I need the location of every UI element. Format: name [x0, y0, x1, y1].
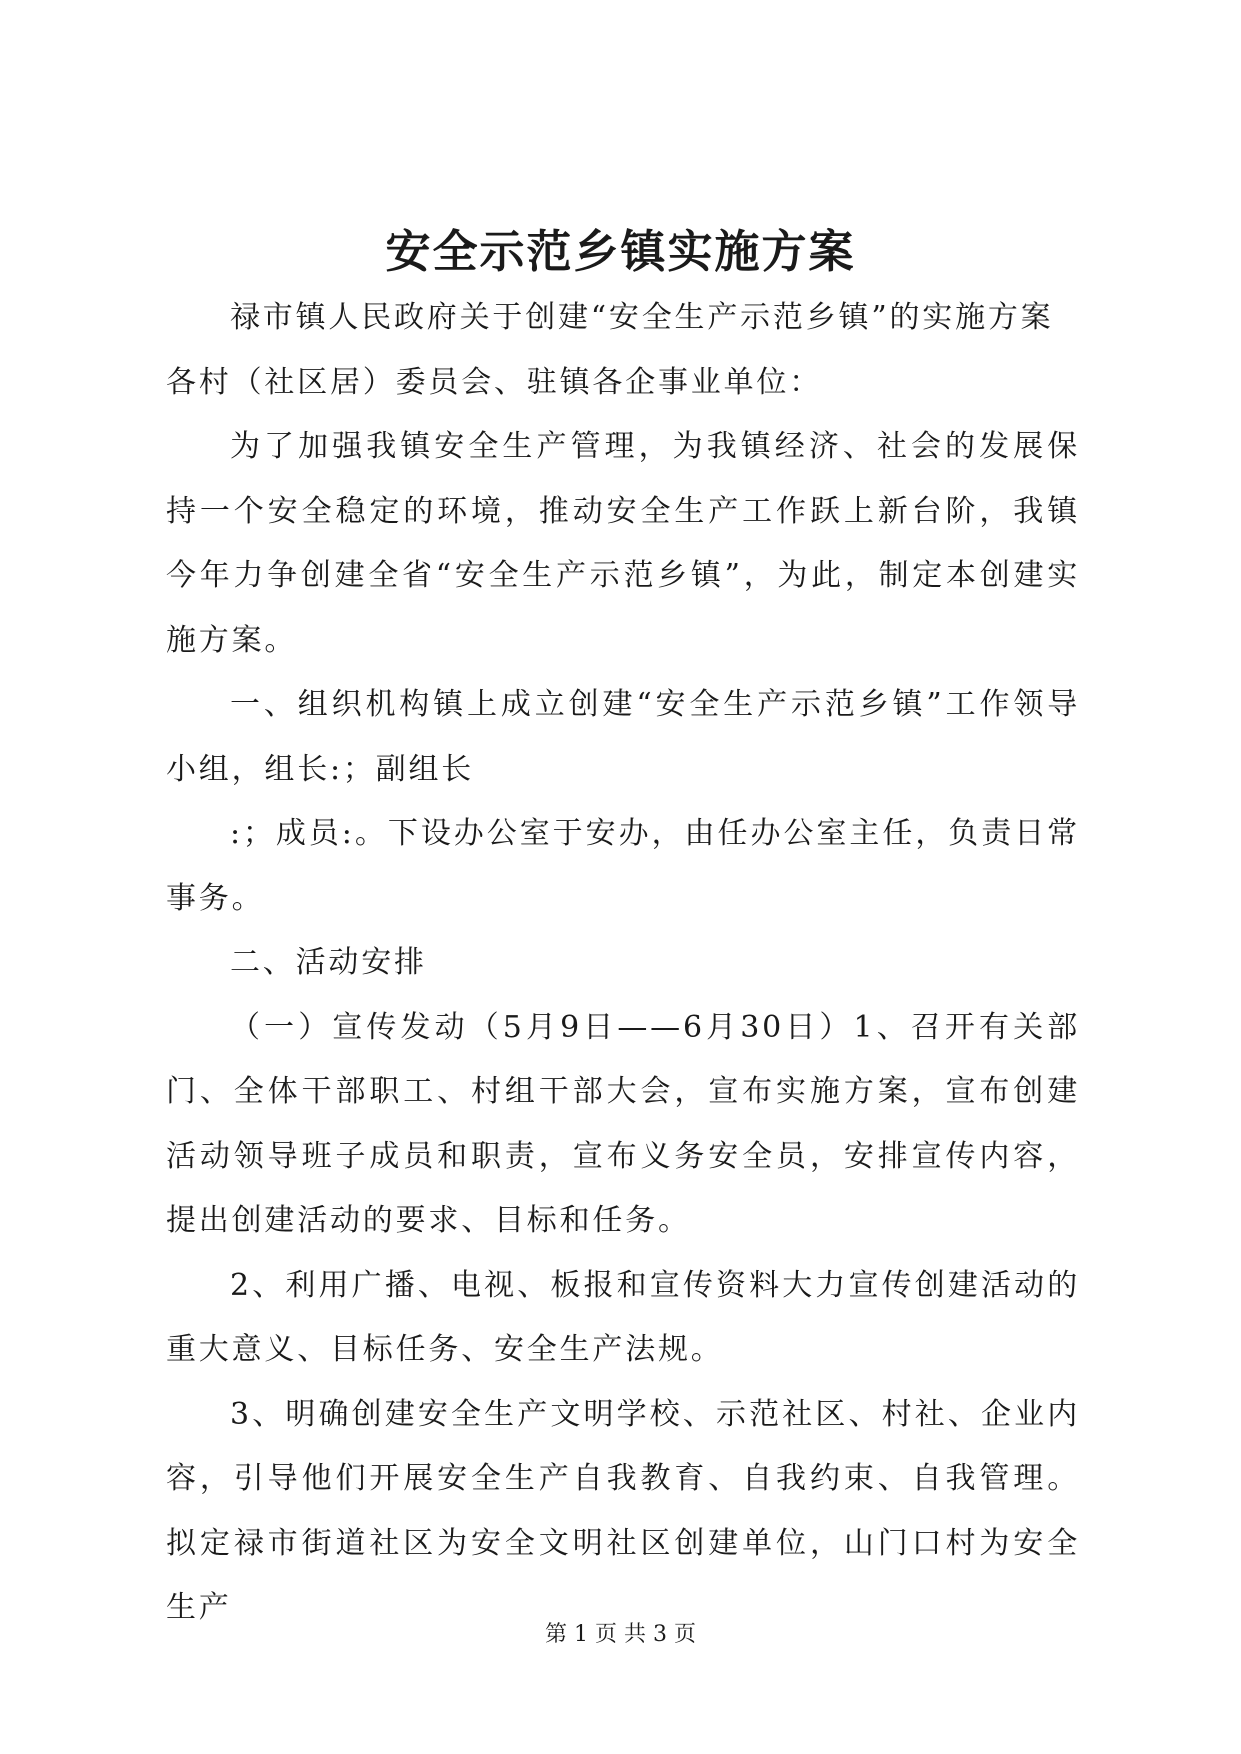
paragraph-addressee: 各村（社区居）委员会、驻镇各企事业单位： [166, 364, 822, 400]
paragraph-section-two: 二、活动安排 [230, 945, 427, 980]
paragraph-section-one: 一、组织机构镇上成立创建“安全生产示范乡镇”工作领导小组，组长:；副组长 [166, 687, 1080, 787]
paragraph-publicity: （一）宣传发动（5月9日——6月30日）1、召开有关部门、全体干部职工、村组干部大会，宣布实施方案，宣布创建活动领导班子成员和职责，宣布义务安全员，安排宣传内容，提出创建活动的要求、目标和任务。 [166, 1009, 1080, 1238]
paragraph-members: :；成员:。下设办公室于安办，由任办公室主任，负责日常事务。 [166, 816, 1080, 916]
paragraph-intro: 为了加强我镇安全生产管理，为我镇经济、社会的发展保持一个安全稳定的环境，推动安全生产工作跃上新台阶，我镇今年力争创建全省“安全生产示范乡镇”，为此，制定本创建实施方案。 [166, 429, 1080, 658]
page-number-footer: 第 1 页 共 3 页 [545, 1622, 696, 1647]
paragraph-item-2: 2、利用广播、电视、板报和宣传资料大力宣传创建活动的重大意义、目标任务、安全生产法规。 [166, 1267, 1080, 1367]
paragraph-item-3: 3、明确创建安全生产文明学校、示范社区、村社、企业内容，引导他们开展安全生产自我教育、自我约束、自我管理。拟定禄市街道社区为安全文明社区创建单位，山门口村为安全生产 [166, 1396, 1080, 1625]
paragraph-heading-line: 禄市镇人民政府关于创建“安全生产示范乡镇”的实施方案 [230, 300, 1054, 335]
document-body [166, 286, 1080, 1641]
document-title: 安全示范乡镇实施方案 [385, 225, 856, 278]
